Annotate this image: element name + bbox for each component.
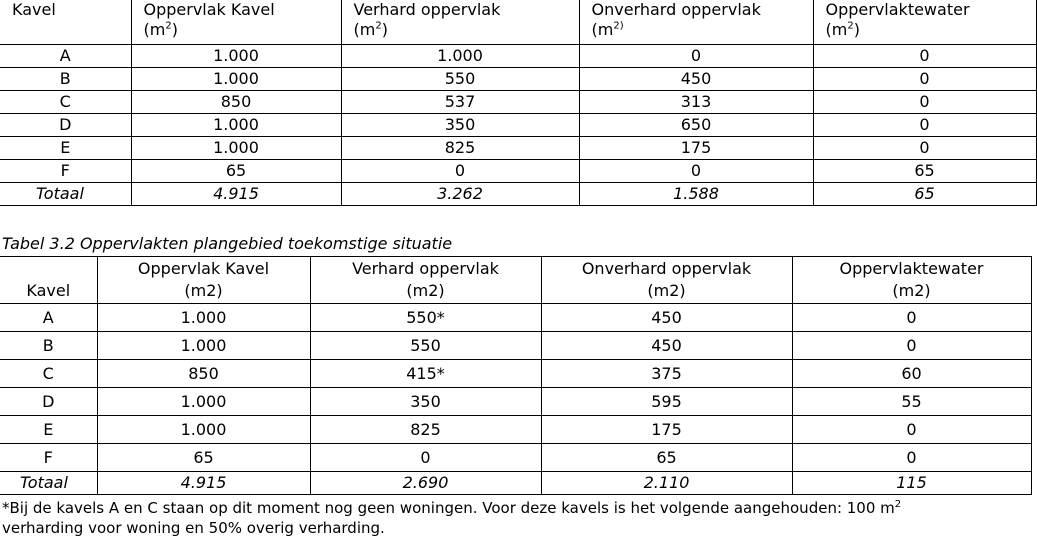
cell-verhard: 550 bbox=[310, 332, 541, 360]
cell-verhard: 825 bbox=[310, 416, 541, 444]
table-current-situation bbox=[0, 0, 1037, 206]
cell-onverhard: 0 bbox=[579, 160, 813, 183]
table-row bbox=[0, 68, 1036, 91]
header-oppervlak-kavel: Oppervlak Kavel $(m^2)$ bbox=[131, 0, 341, 45]
cell-onverhard: 450 bbox=[579, 68, 813, 91]
cell-onverhard: 175 bbox=[541, 416, 792, 444]
table-row bbox=[0, 91, 1036, 114]
cell-verhard: 415* bbox=[310, 360, 541, 388]
cell-kavel: A bbox=[0, 304, 97, 332]
header-kavel: Kavel bbox=[0, 0, 131, 45]
table-row bbox=[0, 160, 1036, 183]
cell-water: 0 bbox=[813, 91, 1036, 114]
cell-onverhard: 595 bbox=[541, 388, 792, 416]
cell-oppervlak: 1.000 bbox=[131, 68, 341, 91]
table-row bbox=[0, 45, 1036, 68]
cell-verhard: 550* bbox=[310, 304, 541, 332]
table-header-row bbox=[0, 0, 1036, 45]
cell-onverhard: 450 bbox=[541, 332, 792, 360]
cell-kavel: F bbox=[0, 444, 97, 472]
header-oppervlaktewater: Oppervlaktewater (m2) bbox=[792, 257, 1031, 304]
cell-water: 0 bbox=[813, 137, 1036, 160]
cell-verhard: 1.000 bbox=[341, 45, 579, 68]
header-onverhard-oppervlak: Onverhard oppervlak ($m^{2)}$ bbox=[579, 0, 813, 45]
cell-water: 0 bbox=[792, 444, 1031, 472]
cell-kavel: B bbox=[0, 68, 131, 91]
cell-verhard: 825 bbox=[341, 137, 579, 160]
cell-water: 60 bbox=[792, 360, 1031, 388]
footnote bbox=[2, 498, 1032, 538]
header-verhard-oppervlak: Verhard oppervlak $(m^2)$ bbox=[341, 0, 579, 45]
cell-water: 0 bbox=[813, 45, 1036, 68]
header-verhard-oppervlak: Verhard oppervlak (m2) bbox=[310, 257, 541, 304]
cell-kavel: C bbox=[0, 91, 131, 114]
cell-kavel: B bbox=[0, 332, 97, 360]
cell-kavel: C bbox=[0, 360, 97, 388]
cell-verhard: 0 bbox=[341, 160, 579, 183]
header-onverhard-oppervlak: Onverhard oppervlak (m2) bbox=[541, 257, 792, 304]
cell-oppervlak: 850 bbox=[97, 360, 310, 388]
cell-water: 65 bbox=[813, 160, 1036, 183]
cell-total-oppervlak: 4.915 bbox=[97, 472, 310, 495]
cell-oppervlak: 1.000 bbox=[97, 332, 310, 360]
cell-total-label: Totaal bbox=[0, 472, 97, 495]
cell-water: 0 bbox=[792, 304, 1031, 332]
cell-kavel: A bbox=[0, 45, 131, 68]
cell-oppervlak: 1.000 bbox=[97, 416, 310, 444]
cell-total-oppervlak: 4.915 bbox=[131, 183, 341, 206]
cell-total-verhard: 3.262 bbox=[341, 183, 579, 206]
table-row bbox=[0, 304, 1031, 332]
cell-oppervlak: 65 bbox=[131, 160, 341, 183]
table-row bbox=[0, 332, 1031, 360]
table-row bbox=[0, 137, 1036, 160]
table-row bbox=[0, 416, 1031, 444]
cell-oppervlak: 1.000 bbox=[131, 45, 341, 68]
table-caption: Tabel 3.2 Oppervlakten plangebied toekomstige situatie bbox=[2, 234, 453, 253]
table-total-row bbox=[0, 472, 1031, 495]
cell-water: 0 bbox=[813, 68, 1036, 91]
cell-total-onverhard: 1.588 bbox=[579, 183, 813, 206]
cell-onverhard: 650 bbox=[579, 114, 813, 137]
cell-water: 0 bbox=[813, 114, 1036, 137]
cell-total-onverhard: 2.110 bbox=[541, 472, 792, 495]
table-row bbox=[0, 360, 1031, 388]
cell-onverhard: 450 bbox=[541, 304, 792, 332]
cell-oppervlak: 65 bbox=[97, 444, 310, 472]
cell-oppervlak: 1.000 bbox=[97, 388, 310, 416]
table-row bbox=[0, 444, 1031, 472]
cell-onverhard: 375 bbox=[541, 360, 792, 388]
cell-water: 0 bbox=[792, 416, 1031, 444]
cell-total-water: 65 bbox=[813, 183, 1036, 206]
table-total-row bbox=[0, 183, 1036, 206]
cell-verhard: 350 bbox=[341, 114, 579, 137]
header-oppervlaktewater: Oppervlaktewater $(m^2)$ bbox=[813, 0, 1036, 45]
cell-onverhard: 0 bbox=[579, 45, 813, 68]
cell-onverhard: 313 bbox=[579, 91, 813, 114]
cell-verhard: 0 bbox=[310, 444, 541, 472]
header-oppervlak-kavel: Oppervlak Kavel (m2) bbox=[97, 257, 310, 304]
table-row bbox=[0, 114, 1036, 137]
cell-water: 0 bbox=[792, 332, 1031, 360]
table-future-situation bbox=[0, 256, 1032, 495]
footnote-superscript: 2 bbox=[894, 499, 902, 510]
cell-onverhard: 175 bbox=[579, 137, 813, 160]
header-kavel: Kavel bbox=[0, 257, 97, 304]
cell-total-water: 115 bbox=[792, 472, 1031, 495]
table-row bbox=[0, 388, 1031, 416]
cell-oppervlak: 1.000 bbox=[131, 114, 341, 137]
table-header-row bbox=[0, 257, 1031, 304]
cell-kavel: F bbox=[0, 160, 131, 183]
cell-oppervlak: 1.000 bbox=[97, 304, 310, 332]
cell-oppervlak: 850 bbox=[131, 91, 341, 114]
footnote-line-1: *Bij de kavels A en C staan op dit moment nog geen woningen. Voor deze kavels is het volgende aangehouden: 100 m bbox=[2, 499, 895, 517]
cell-total-label: Totaal bbox=[0, 183, 131, 206]
cell-kavel: E bbox=[0, 416, 97, 444]
cell-onverhard: 65 bbox=[541, 444, 792, 472]
footnote-line-2: verharding voor woning en 50% overig verharding. bbox=[2, 519, 385, 537]
cell-water: 55 bbox=[792, 388, 1031, 416]
cell-kavel: E bbox=[0, 137, 131, 160]
cell-oppervlak: 1.000 bbox=[131, 137, 341, 160]
cell-verhard: 537 bbox=[341, 91, 579, 114]
cell-kavel: D bbox=[0, 388, 97, 416]
cell-verhard: 350 bbox=[310, 388, 541, 416]
cell-total-verhard: 2.690 bbox=[310, 472, 541, 495]
cell-kavel: D bbox=[0, 114, 131, 137]
cell-verhard: 550 bbox=[341, 68, 579, 91]
